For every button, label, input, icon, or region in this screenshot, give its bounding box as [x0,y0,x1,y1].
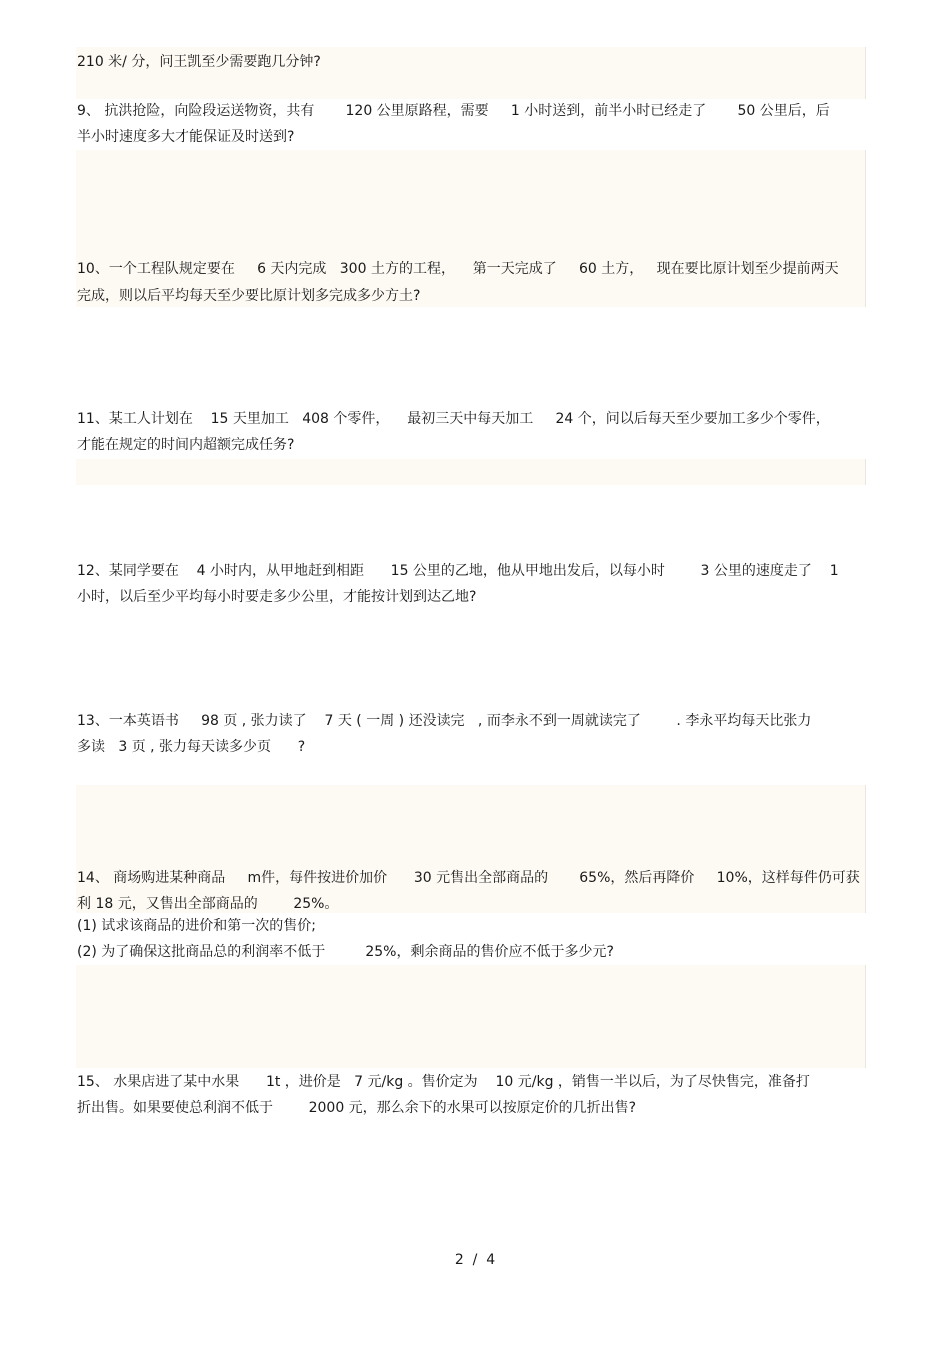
shaded-block [76,150,866,307]
problem-13-line-1: 13、一本英语书 98 页 , 张力读了 7 天 ( 一周 ) 还没读完 , 而李永不到一周就读完了 . 李永平均每天比张力 [77,713,812,729]
problem-14-line-1: 14、 商场购进某种商品 m件，每件按进价加价 30 元售出全部商品的 65%，然后再降价 10%，这样每件仍可获 [77,870,860,886]
problem-12-line-1: 12、某同学要在 4 小时内，从甲地赶到相距 15 公里的乙地，他从甲地出发后，以每小时 3 公里的速度走了 1 [77,563,839,579]
problem-10-line-1: 10、一个工程队规定要在 6 天内完成 300 土方的工程， 第一天完成了 60 土方， 现在要比原计划至少提前两天 [77,261,839,277]
problem-9-line-1: 9、 抗洪抢险，向险段运送物资，共有 120 公里原路程，需要 1 小时送到，前半小时已经走了 50 公里后，后 [77,103,830,119]
problem-13-line-2: 多读 3 页 , 张力每天读多少页 ? [77,739,306,755]
problem-14-line-2: 利 18 元，又售出全部商品的 25%。 [77,896,339,912]
shaded-block [76,459,866,485]
page-indicator: 2 / 4 [454,1252,496,1268]
shaded-block [76,965,866,1068]
problem-11-line-2: 才能在规定的时间内超额完成任务? [77,437,295,453]
problem-9-line-2: 半小时速度多大才能保证及时送到? [77,129,295,145]
problem-14-sub-2: (2) 为了确保这批商品总的利润率不低于 25%，剩余商品的售价应不低于多少元? [77,944,614,960]
problem-10-line-2: 完成，则以后平均每天至少要比原计划多完成多少方土? [77,288,421,304]
problem-15-line-2: 折出售。如果要使总利润不低于 2000 元，那么余下的水果可以按原定价的几折出售? [77,1100,637,1116]
text-line: 210 米/ 分，问王凯至少需要跑几分钟? [77,54,321,70]
problem-11-line-1: 11、某工人计划在 15 天里加工 408 个零件， 最初三天中每天加工 24 个，问以后每天至少要加工多少个零件， [77,411,830,427]
problem-15-line-1: 15、 水果店进了某中水果 1t ，进价是 7 元/kg 。售价定为 10 元/kg ，销售一半以后，为了尽快售完，准备打 [77,1074,810,1090]
problem-12-line-2: 小时，以后至少平均每小时要走多少公里，才能按计划到达乙地? [77,589,477,605]
problem-14-sub-1: (1) 试求该商品的进价和第一次的售价; [77,918,316,934]
